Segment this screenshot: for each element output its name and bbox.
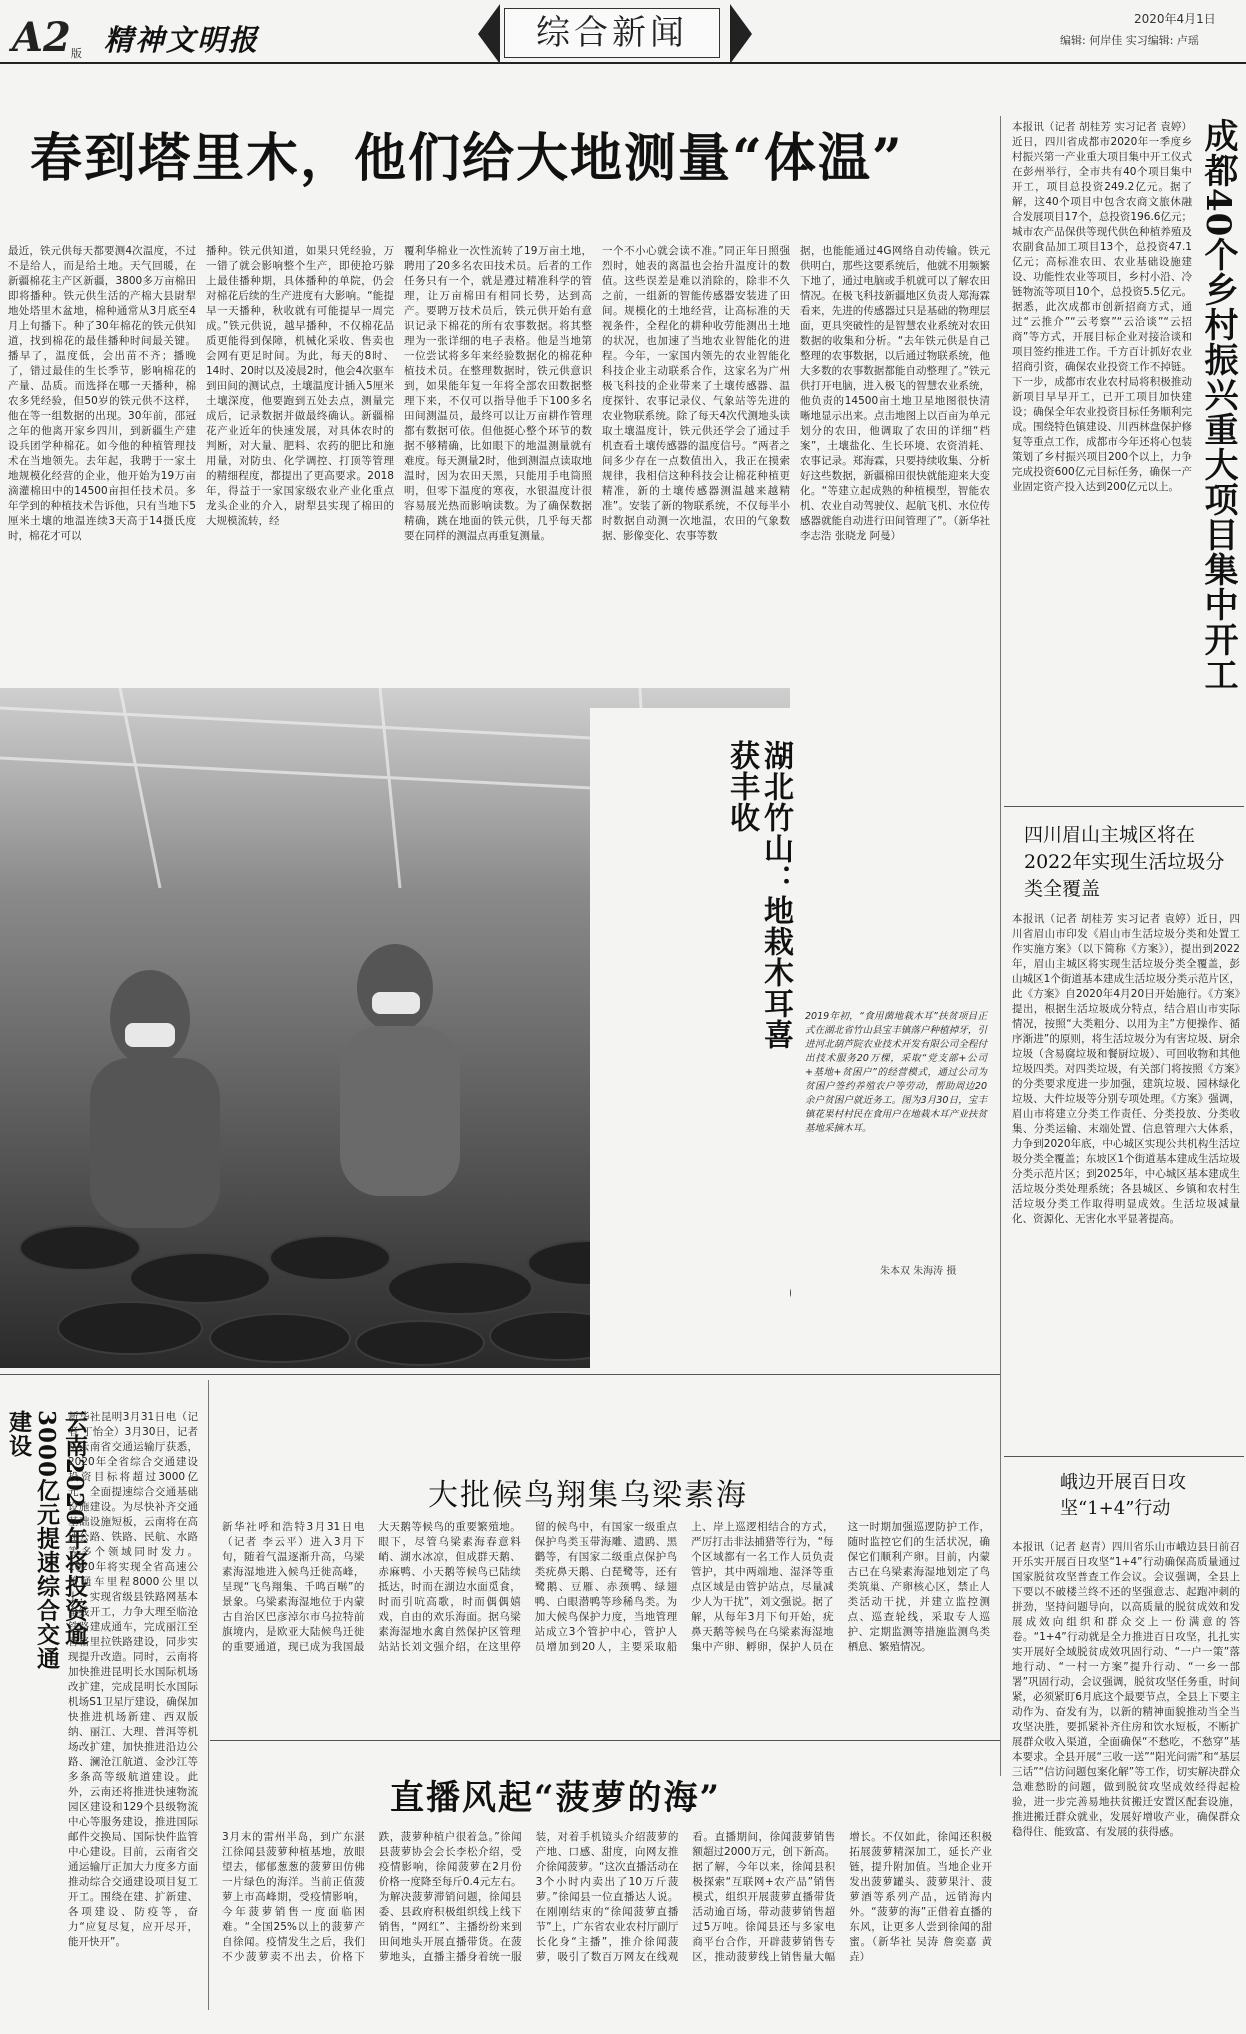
- sidebar-mid-title: 四川眉山主城区将在2022年实现生活垃圾分类全覆盖: [1024, 824, 1225, 900]
- main-story-col-3: 覆利华棉业一次性流转了19万亩土地，聘用了20多名农田技术员。后者的工作任务只有一个，就是遵过精准科学的管理，让万亩棉田有相同长势，达到高产。要聘万技术员后，铁元供开始有意识记录下棉花的所有农事数据。将其整理为一张详细的电子表格。他是当地第一位尝试将多年来经验数据化的棉花种植技术员。在整理数据时，铁元供意识到，如果能年复一年将全部农田数据整理下来，不仅可以指导他手下100多名田间测温员，最终可以让万亩耕作管理都有数据可依。但他挺心整个环节的数据不够精确，比如眼下的地温测量就有难度。每天测量2时，他到测温点读取地温时，因为农田天黑，只能用手电筒照明，但零下温度的寒夜，水银温度计很容易展光热而影响读数。为了确保数据精确，跳在地面的铁元供，几乎每天都要在同样的测温点再重复测量。: [404, 245, 592, 542]
- birds-headline: 大批候鸟翔集乌梁素海: [428, 1478, 748, 1513]
- section-title: 综合新闻: [504, 8, 720, 58]
- yunnan-title: 云南2020年将投资逾3000亿元提速综合交通建设: [5, 1410, 88, 1671]
- emei-title: 峨边开展百日攻坚“1+4”行动: [1060, 1472, 1186, 1519]
- sidebar-top-title: 成都40个乡村振兴重大项目集中开工: [1198, 118, 1238, 693]
- main-story-col-5: 据，也能能通过4G网络自动传输。铁元供明白，那些这要系统后，他就不用频繁下地了，通过电脑或手机就可以了解农田情况。在极飞科技新疆地区负责人郑海霖看来，先进的传感器过只是基础的物理层面，更具突破性的是智慧农业系统对农田数据的收集和分析。“去年铁元供是自己整理的农事数据，以后通过物联系统，他大多数的农事数据都能自动整理了。”铁元供打开电脑，进入极飞的智慧农业系统，他负责的14500亩土地卫星地图很快清晰地显示出来。点击地图上以百亩为单元划分的农田，他调取了农田的详细“档案”，土壤盐化、生长环境、农资消耗、农事记录。郑海霖，只要持续收集、分析好这些数据，新疆棉田很快就能迎来大变化。“等建立起成熟的种植模型，智能农机、农业自动驾驶仪、起航飞机、水位传感器就能自动进行田间管理了”。（新华社 李志浩 张晓龙 阿曼）: [800, 245, 990, 542]
- column-rule: [1000, 116, 1001, 1776]
- page-code: A2版: [12, 14, 82, 61]
- mushroom-harvest-photo: [0, 688, 793, 1368]
- main-story-col-2: 播种。铁元供知道，如果只凭经验，万一错了就会影响整个生产，即使抢巧躲上最佳播种期，具体播种的单院，仍会对棉花后续的生产进度有大影响。“能提早一天播种，秋收就有可能提早一周完成。”铁元供说，越早播种，不仅棉花品质更能得到保障，机械化采收、售卖也会网有更足时间。为此，每天的8时、14时、20时以及凌晨2时，他会4次驱车到田间的测试点，土壤温度计插入5厘米土壤深度，他要跑到五处去点，测量完成后，记录数据并做最终确认。新疆棉花产业近年的快速发展，对具体农时的判断，对大量、肥料、农药的肥比和施用量，对防虫、化学调控、打顶等管理的精细程度，都提出了更高要求。2018年，得益于一家国家级农业产业化重点龙头企业的介入，尉犁县实现了棉田的大规模流转，经: [206, 245, 394, 527]
- masthead-arrow: [478, 4, 500, 64]
- photo-bottom-rule: [0, 1374, 1000, 1375]
- sidebar-top-rule: [1004, 806, 1244, 807]
- photo-credit: 朱本双 朱海涛 摄: [880, 1266, 957, 1277]
- photo-story-title: 湖北竹山：地栽木耳喜获丰收: [724, 740, 793, 1050]
- yunnan-rule: [208, 1380, 209, 2010]
- photo-caption: 2019年初，“食用菌地栽木耳”扶贫项目正式在湖北省竹山县宝丰镇落户种植掉牙，引进河北葫芦院农业技术开发有限公司全程付出技术服务20万棵，采取“党支部+公司+基地+贫困户”的经营模式，通过公司为贫困户签约养殖农户等劳动，帮助周边20余户贫困户就近务工。图为3月30日，宝丰镇花果村村民在食用户在地栽木耳产业扶贫基地采摘木耳。: [805, 1011, 987, 1134]
- birds-bottom-rule: [210, 1740, 1000, 1741]
- photo-illustration: [0, 688, 793, 1368]
- sidebar-mid-rule: [1004, 1456, 1244, 1457]
- header-rule: [0, 62, 1246, 64]
- main-story-col-1: 最近，铁元供每天都要测4次温度，不过不是给人，而是给土地。天气回暖，在新疆棉花主产区新疆，3800多万亩棉田即将播种。铁元供生活的产棉大县尉犁地处塔里木盆地，棉种通常从3月底至4月上旬播下。种了30年棉花的铁元供知道，找到棉花的最佳播种时间最关键。播早了，温度低，会出苗不齐；播晚了，错过最佳的生长季节，影响棉花的产量、品质。而选择在哪一天播种，棉农多凭经验，但50岁的铁元供不这样，他在等一组数据的出现。30年前，邵冠之年的他离开家乡四川，到新疆生产建设兵团学种棉花。如今他的种植管理技术在当地领先。去年起，我聘于一家土地规模化经营的企业，他开始为19万亩滴灌棉田中的14500亩担任技术员。多年学到的种植技术告诉他，只有当地下5厘米土壤的地温连续3天高于14摄氏度时，棉花才可以: [8, 245, 196, 542]
- section-arrow: [730, 4, 752, 64]
- emei-text: 本报讯（记者 赵青）四川省乐山市峨边县日前召开乐实开展百日攻坚“1+4”行动确保高质量通过国家脱贫攻坚普查工作会议。会议强调，全县上下要以不破楼兰终不还的坚强意志、起跑冲刺的拼劲，坚持问题导向，以高质量的脱贫成效和发展成效向组织和群众交上一份满意的答卷。“1+4”行动就是全力推进百日攻坚，扎扎实实开展好全域脱贫成效巩固行动、“一户一策”落地行动、“一村一方案”提升行动、“一乡一部署”巩固行动，会议强调，脱贫攻坚任务重，时间紧，必须紧盯6月底这个最要节点，全县上下要主动作为、奋发有为，以新的精神面貌推动当全当攻坚决胜，要抓紧补齐住房和饮水短板，不断扩展群众收入渠道，全面确保“不愁吃，不愁穿”基本要求。全县开展“三收一送”“阳光问需”和“基层三话”“信访问题包案化解”等工作，切实解决群众急难愁盼的问题，做到脱贫攻坚成效经得起检验，进一步完善易地扶贫搬迁安置区配套设施，推进搬迁群众就业，发展好增收产业，确保群众稳得住、能致富、有发展的获得感。: [1012, 1541, 1240, 1838]
- editors-credit: 编辑: 何岸佳 实习编辑: 卢瑶: [1060, 34, 1199, 47]
- sidebar-top-text: 本报讯（记者 胡桂芳 实习记者 袁婷）近日，四川省成都市2020年一季度乡村振兴第一产业重大项目集中开工仪式在彭州举行，全市共有40个项目集中开工，项目总投资249.2亿元。据了解，这40个项目中包含农商文旅休融合发展项目17个，总投资196.6亿元；城市农产品保供等现代供色种植养殖及农副食品加工项目13个，总投资47.1亿元；高标准农田、农业基础设施建设、功能性农业等项目，乡村小沿、冷链物流等项目10个，总投资5.5亿元。据悉，此次成都市创新招商方式，通过“云推介”“云考察”“云洽谈”“云招商”等方式，开展目标企业对接洽谈和项目签约推进工作。千方百计抓好农业招商引资，确保农业投资工作不掉链。下一步，成都市农业农村局将积极推动新项目早早开工，已开工项目加快建设；确保全年农业投资目标任务顺利完成。围绕特色镇建设、川西林盘保护修复等重点工作，成都市今年还将心包装策划了乡村振兴项目200个以上，力争完成投资600亿元目标任务，确保一产业固定资产投入达到200亿元以上。: [1012, 121, 1192, 493]
- birds-text: 新华社呼和浩特3月31日电（记者 李云平）进入3月下旬，随着气温逐渐升高，乌梁素海湿地进入候鸟迁徙高峰，呈现“飞鸟翔集、千鸣百啭”的景象。乌梁素海湿地位于内蒙古自治区巴彦淖尔市乌拉特前旗境内，是欧亚大陆候鸟迁徙的重要通道，现已成为我国最大天鹅等候鸟的重要繁殖地。眼下，尽管乌梁素海春意料峭、湖水冰凉，但成群天鹅、赤麻鸭、小天鹅等候鸟已陆续抵达，时而在湖边水面觅食，时而引吭高歌，时而偶偶嬉戏，自由的欢乐海面。据乌梁素海湿地水禽自然保护区管理站站长刘文强介绍，在这里停留的候鸟中，有国家一级重点保护鸟类玉带海雕、遗鸥、黑鹳等，有国家二级重点保护鸟类疣鼻天鹅、白琵鹭等，还有鹭鹅、豆雁、赤颈鸭、绿翅鸭、白眼潜鸭等珍稀鸟类。为加大候鸟保护力度，当地管理站成立3个管护中心，管护人员增加到20人，主要采取船上、岸上巡逻相结合的方式，严厉打击非法捕猎等行为，“每个区域都有一名工作人员负责管护，其中两端地、湿泽等重点区域是由管护站点，尽量减少人为干扰”，刘文强说。据了解，从每年3月下旬开始，疣鼻天鹅等候鸟在乌梁素海湿地集中产卵、孵卵，保护人员在这一时期加强巡逻防护工作，随时监控它们的生活状况，确保它们顺利产卵。目前，内蒙古已在乌梁素海湿地划定了鸟类筑巢、产卵核心区，禁止人类活动干扰，并建立监控测点、巡查轮线，采取专人巡护、定期监测等措施监测鸟类栖息、繁殖情况。: [222, 1521, 990, 1653]
- main-story-col-4: 一个不小心就会读不准。”同正年日照强烈时，她表的离温也会抬升温度计的数值。这些误差是难以消除的，除非不久之前，一组新的智能传感器安装进了田间。规模化的土地经营，让高标准的天视条件，全程化的耕种收劳能测出土地的状况，也加速了当地农业智能化的进程。今年，一家国内领先的农业智能化科技企业主动联系合作，这家名为广州极飞科技的企业带来了土壤传感器、温度探针、农事记录仪、气象站等先进的农业物联系统。除了每天4次代测地头读取土壤温度计，铁元供还学会了通过手机查看土壤传感器的温度信号。“两者之间多少存在一点数值出入，我正在摸索规律，我相信这种科技会让棉花种植更精准，新的土壤传感器测温越来越精准”。安装了新的物联系统，不仅每半小时数据自动测一次地温，农田的气象数据、影像变化、农事等数: [602, 245, 790, 542]
- main-headline: 春到塔里木，他们给大地测量“体温”: [30, 128, 904, 189]
- pineapple-text: 3月末的雷州半岛，到广东湛江徐闻县菠萝种植基地，放眼望去，郁郁葱葱的菠萝田仿佛一片绿色的海洋。当前正值菠萝上市高峰期，受疫情影响，今年菠萝销售一度面临困难。“全国25%以上的菠萝产自徐闻。疫情发生之后，我们不少菠萝卖不出去，价格下跌，菠萝种植户很着急。”徐闻县菠萝协会会长李松介绍，受疫情影响，徐闻菠萝在2月份价格一度降至每斤0.4元左右。为解决菠萝滞销问题，徐闻县委、县政府积极组织线上线下销售，“网红”、主播纷纷来到田间地头开展直播带货。在菠萝地头，直播主播身着统一服装，对着手机镜头介绍菠萝的产地、口感、甜度，向网友推介徐闻菠萝。“这次直播活动在3个小时内卖出了10万斤菠萝。”徐闻县一位直播达人说。在刚刚结束的“徐闻菠萝直播节”上，广东省农业农村厅副厅长化身“主播”，推介徐闻菠萝，吸引了数百万网友在线观看。直播期间，徐闻菠萝销售额超过2000万元，创下新高。据了解，今年以来，徐闻县积极探索“互联网+农产品”销售模式，组织开展菠萝直播带货活动逾百场，带动菠萝销售超过5万吨。徐闻县还与多家电商平台合作，开辟菠萝销售专区，推动菠萝线上销售量大幅增长。不仅如此，徐闻还积极拓展菠萝精深加工，延长产业链，提升附加值。当地企业开发出菠萝罐头、菠萝果汁、菠萝酒等系列产品，远销海内外。“菠萝的海”正借着直播的东风，让更多人尝到徐闻的甜蜜。（新华社 吴涛 詹奕嘉 黄垚）: [222, 1831, 992, 1963]
- page-header: [0, 0, 1246, 66]
- pineapple-headline: 直播风起“菠萝的海”: [390, 1778, 722, 1818]
- masthead-logo: 精神文明报: [104, 23, 260, 57]
- issue-date: 2020年4月1日: [1134, 12, 1216, 26]
- sidebar-mid-text: 本报讯（记者 胡桂芳 实习记者 袁婷）近日，四川省眉山市印发《眉山市生活垃圾分类和处置工作实施方案》（以下简称《方案》），提出到2022年，眉山主城区将实现生活垃圾分类全覆盖，彭山城区1个街道基本建成生活垃圾分类示范片区，此《方案》自2020年4月20日开始施行。《方案》提出，根据生活垃圾成分特点，结合眉山市实际情况，按照“大类粗分、以用为主”方便操作、循序渐进”的原则，将生活垃圾分为有害垃圾、厨余垃圾（含易腐垃圾和餐厨垃圾）、可回收物和其他垃圾四类。对四类垃圾，有关部门将按照《方案》的分类要求度进一步加强，建筑垃圾、园林绿化垃圾、大件垃圾等分别专项处理。《方案》强调，眉山市将建立分类工作责任、分类投放、分类收集、分类运输、末端处置、信息管理六大体系，力争到2020年底，中心城区实现公共机构生活垃圾分类全覆盖；东坡区1个街道基本建成生活垃圾分类示范片区；到2025年，中心城区基本建成生活垃圾分类处理系统；各县城区、乡镇和农村生活垃圾分类工作取得明显成效。生活垃圾减量化、资源化、无害化水平显著提高。: [1012, 913, 1240, 1225]
- yunnan-text: 新华社昆明3月31日电（记者 丁怡全）3月30日，记者从云南省交通运输厅获悉，2020年全省综合交通建设投资目标将超过3000亿元，全面提速综合交通基础设施建设。为尽快补齐交通基础设施短板，云南将在高速公路、铁路、民航、水路等多个领域同时发力。2020年将实现全省高速公路通车里程8000公里以上；实现省级县铁路网基本全线开工，力争大理至临沧铁路建成通车，完成丽江至香格里拉铁路建设，同步实现提升改造。同时，云南将加快推进昆明长水国际机场改扩建，完成昆明长水国际机场S1卫星厅建设，确保加快推进机场新建、西双版纳、丽江、大理、普洱等机场改扩建，加快推进沿边公路、澜沧江航道、金沙江等多条高等级航道建设。此外，云南还将推进快速物流园区建设和129个县级物流中心等服务建设，推进国际邮件交换局、国际快件监管中心建设。目前，云南省交通运输厅正加大力度多方面推动综合交通建设项目复工开工。围绕在建、扩新建、各项建设、防疫等，奋力“应复尽复，应开尽开，能开快开”。: [68, 1411, 198, 1948]
